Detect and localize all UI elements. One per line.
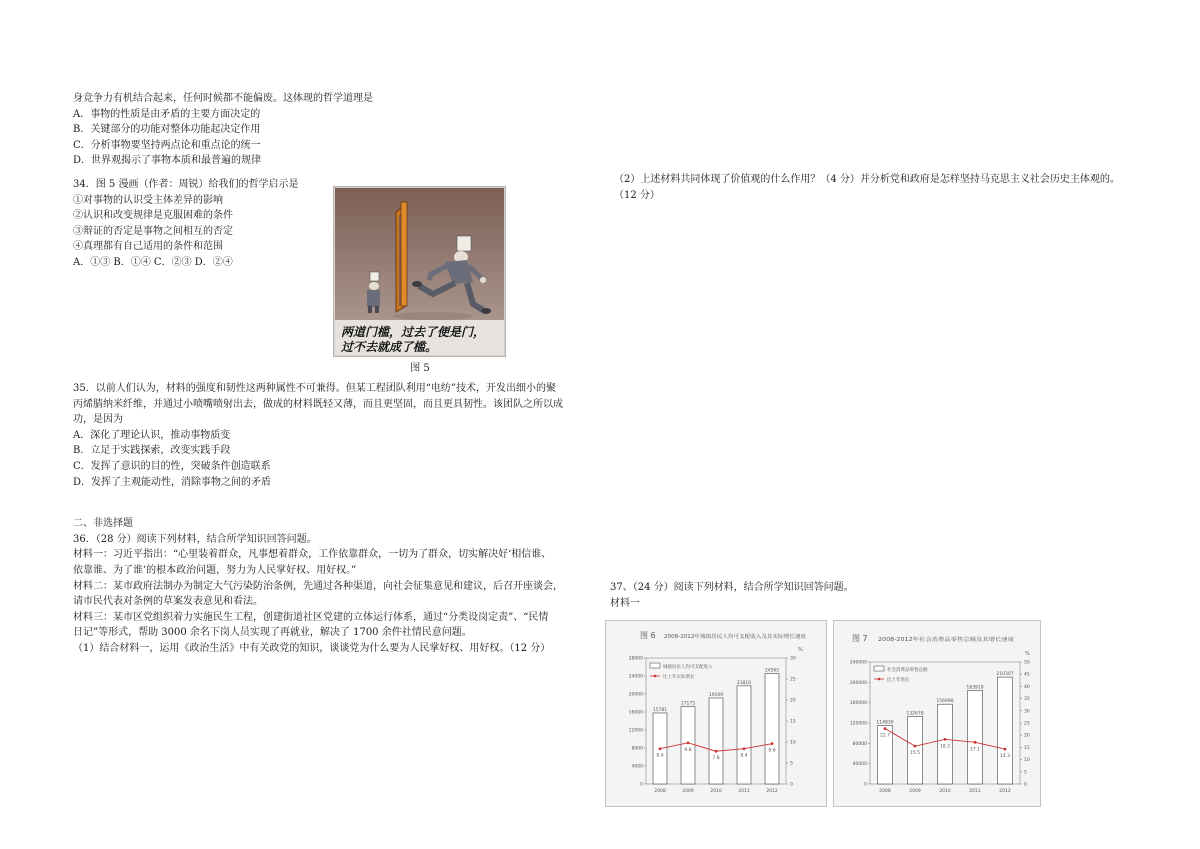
chart7-right-tick-label: 0 [1024,782,1027,788]
chart7-right-tick-label: 15 [1024,745,1030,751]
chart7-left-tick-label: 240000 [849,660,867,666]
chart6-bar [765,673,779,784]
chart7-growth-value-label: 17.1 [969,747,981,753]
chart7-bar-value-label: 183919 [966,685,984,691]
chart7-growth-point [1004,748,1007,751]
q34-item-2: ②认识和改变规律是克服困难的条件 [73,210,233,222]
chart6-left-tick-label: 24000 [628,674,643,680]
chart7-left-tick-label: 200000 [849,680,867,686]
q37-stem: 37、（24 分）阅读下列材料，结合所学知识回答问题。 [610,582,854,593]
chart7-left-tick-label: 0 [864,782,867,788]
chart7-x-tick-label: 2011 [969,789,981,794]
cartoon-caption-line-1: 两道门槛，过去了便是门， [341,325,486,339]
chart6-growth-point [715,750,718,753]
q36-material-line-4: 请市民代表对条例的草案发表意见和看法。 [73,596,263,608]
chart7-x-tick-label: 2012 [999,789,1011,794]
chart6-bar-value-label: 21810 [736,680,752,686]
chart7-growth-point [914,745,917,748]
chart7-growth-point [974,741,977,744]
q34-item-4: ④真理都有自己适用的条件和范围 [73,241,223,253]
chart6-left-tick-label: 4000 [631,764,643,770]
chart6-left-tick-label: 16000 [628,710,643,716]
chart6-growth-value-label: 7.8 [712,756,720,762]
chart7-left-tick-label: 160000 [849,701,867,707]
q35-option-d: D．发挥了主观能动性，消除事物之间的矛盾 [73,476,272,488]
chart7-legend-line-marker [878,678,881,681]
chart6-growth-point [771,742,774,745]
chart6-x-tick-label: 2008 [654,789,666,794]
right-column-q37 [610,580,1170,611]
left-column-lower [73,381,593,657]
q33-tail: 身竞争力有机结合起来，任何时候都不能偏废。这体现的哲学道理是 [73,93,373,104]
chart7-right-tick-label: 45 [1024,672,1030,678]
chart7-legend-bar-swatch [874,666,884,671]
chart6-growth-value-label: 8.4 [740,753,748,759]
chart6-bar-value-label: 17175 [680,701,696,707]
chart6-x-tick-label: 2011 [738,789,750,794]
chart7-growth-value-label: 15.5 [909,751,921,757]
chart7-bar [968,691,983,784]
q35-line-1: 35．以前人们认为，材料的强度和韧性这两种属性不可兼得。但某工程团队利用“电纺”技术，开发出细小的聚 [73,383,556,394]
chart7-left-tick-label: 80000 [852,741,867,747]
right-column-top [614,172,1174,203]
chart7-right-tick-label: 20 [1024,733,1030,739]
q36-material-line-6: 日记”等形式，帮助 3000 余名下岗人员实现了再就业，解决了 1700 余件社情民意问题。 [73,627,472,639]
figure-5-label: 图 5 [410,363,430,374]
q34-answers: A．①③ B．①④ C．②③ D．②④ [73,256,233,268]
q33-option-c: C．分析事物要坚持两点论和重点论的统一 [73,139,261,151]
q36-stem: 36．（28 分）阅读下列材料，结合所学知识回答问题。 [73,533,317,545]
chart7-bar [998,677,1013,784]
chart7-figure-label: 图 7 [852,634,868,643]
chart7-title-text: 2008-2012年社会消费品零售总额及其增长速度 [878,637,986,643]
chart6-left-tick-label: 0 [640,782,643,788]
chart7-legend-bar-label: 社会消费品零售总额 [887,668,928,673]
chart7-legend-line-label: 比上年增长 [887,678,910,683]
chart7-growth-point [884,727,887,730]
chart6-growth-value-label: 9.6 [768,748,776,754]
q36-material-line-5: 材料三：某市区党组织着力实施民生工程，创建街道社区党建的立体运行体系，通过“分类设岗定责”、“民情 [73,611,549,623]
chart6-bar-value-label: 15781 [652,707,668,713]
chart7-right-tick-label: 40 [1024,684,1030,690]
q35-option-c: C．发挥了意识的目的性，突破条件创造联系 [73,460,271,472]
chart6-legend [650,663,713,680]
chart6-growth-point [743,747,746,750]
chart6-left-tick-label: 12000 [628,728,643,734]
chart6-right-tick-label: 15 [790,719,796,725]
spacer [73,490,593,508]
cartoon-caption-line-2: 过不去就成了槛。 [341,340,438,354]
chart6-right-unit: % [798,647,803,653]
chart7-right-tick-label: 30 [1024,709,1030,715]
chart6-growth-value-label: 8.4 [656,753,664,759]
chart7-bar-value-label: 114830 [876,720,894,726]
chart7-right-tick-label: 35 [1024,697,1030,703]
q37-material-label: 材料一 [610,597,640,609]
q33-option-d: D．世界观揭示了事物本质和最普遍的规律 [73,155,262,167]
chart7-legend [874,666,928,683]
chart6-bar [737,686,751,784]
chart7-left-tick-label: 40000 [852,762,867,768]
spacer [73,169,593,177]
chart7-right-tick-label: 25 [1024,721,1030,727]
chart6-right-tick-label: 0 [790,782,793,788]
q35-option-b: B．立足于实践探索，改变实践手段 [73,445,231,457]
chart6-bar [709,698,723,784]
section-2-title: 二、非选择题 [73,518,133,530]
chart7-growth-value-label: 14.3 [999,754,1011,760]
chart7-bar-value-label: 210307 [996,672,1014,678]
q33-option-a: A．事物的性质是由矛盾的主要方面决定的 [73,108,261,120]
chart7-right-tick-label: 50 [1024,660,1030,666]
chart7-growth-point [944,738,947,741]
chart6-x-tick-label: 2012 [766,789,778,794]
chart6-left-tick-label: 20000 [628,692,643,698]
q36-material-line-2: 依靠谁、为了谁’的根本政治问题，努力为人民掌好权、用好权。” [73,564,357,576]
chart7-growth-value-label: 22.7 [879,733,891,739]
chart7-x-tick-label: 2009 [909,789,921,794]
chart7-right-unit: % [1025,651,1030,657]
chart7-bar-value-label: 156998 [936,699,954,705]
chart6-title-text: 2008-2012年城镇居民人均可支配收入及其实际增长速度 [664,634,792,640]
chart6-growth-point [687,741,690,744]
chart6-growth-point [659,747,662,750]
chart7-x-tick-label: 2010 [939,789,951,794]
chart6-legend-line-marker [654,675,657,678]
q33-option-b: B．关键部分的功能对整体功能起决定作用 [73,124,261,136]
spacer [73,508,593,516]
q34-stem: 34．图 5 漫画（作者：周锐）给我们的哲学启示是 [73,178,299,190]
chart6-right-tick-label: 10 [790,740,796,746]
chart6-bar [681,707,695,784]
chart-figure-6 [605,620,827,807]
q34-item-3: ③辩证的否定是事物之间相互的否定 [73,225,233,237]
chart6-legend-bar-swatch [650,663,660,668]
q36-sub-question-2-line-2: （12 分） [614,189,660,201]
chart7-x-tick-label: 2008 [879,789,891,794]
chart7-right-tick-label: 5 [1024,770,1027,776]
chart6-left-tick-label: 28000 [628,656,643,662]
chart7-left-tick-label: 120000 [849,721,867,727]
q36-material-line-1: 材料一：习近平指出：“心里装着群众，凡事想着群众，工作依靠群众，一切为了群众，切实解决好‘相信谁、 [73,549,552,561]
chart6-bar-value-label: 24565 [764,668,780,674]
q36-sub-question-1: （1）结合材料一，运用《政治生活》中有关政党的知识，谈谈党为什么要为人民掌好权、用好权。（12 分） [73,642,551,654]
chart7-right-tick-label: 10 [1024,758,1030,764]
chart6-legend-line-label: 比上年实际增长 [663,675,695,680]
chart6-bar-value-label: 19109 [708,693,724,699]
chart7-bar-value-label: 132678 [906,711,924,717]
cartoon-figure-5 [333,186,506,357]
q35-option-a: A．深化了理论认识，推动事物质变 [73,429,231,441]
chart6-right-tick-label: 30 [790,656,796,662]
chart6-right-tick-label: 25 [790,677,796,683]
q34-item-1: ①对事物的认识受主体差异的影响 [73,194,223,206]
chart6-x-tick-label: 2009 [682,789,694,794]
chart7-growth-value-label: 18.3 [939,744,951,750]
chart6-figure-label: 图 6 [640,631,656,640]
chart6-growth-value-label: 9.8 [684,747,692,753]
chart6-legend-bar-label: 城镇居民人均可支配收入 [663,665,713,670]
q35-line-2: 丙烯腈纳米纤维，并通过小喷嘴喷射出去，做成的材料既轻又薄，而且更坚固，而且更具韧性。该团队之所以成 [73,398,563,410]
chart6-x-tick-label: 2010 [710,789,722,794]
q35-line-3: 功，是因为 [73,414,123,426]
q36-material-line-3: 材料二：某市政府法制办为制定大气污染防治条例，先通过各种渠道，向社会征集意见和建议，后召开座谈会， [73,580,563,592]
chart6-left-tick-label: 8000 [631,746,643,752]
chart-figure-7 [833,620,1041,807]
chart6-right-tick-label: 20 [790,698,796,704]
q36-sub-question-2-line-1: （2）上述材料共同体现了价值观的什么作用？（4 分）并分析党和政府是怎样坚持马克思主义社会历史主体观的。 [614,174,1120,185]
chart6-right-tick-label: 5 [790,761,793,767]
